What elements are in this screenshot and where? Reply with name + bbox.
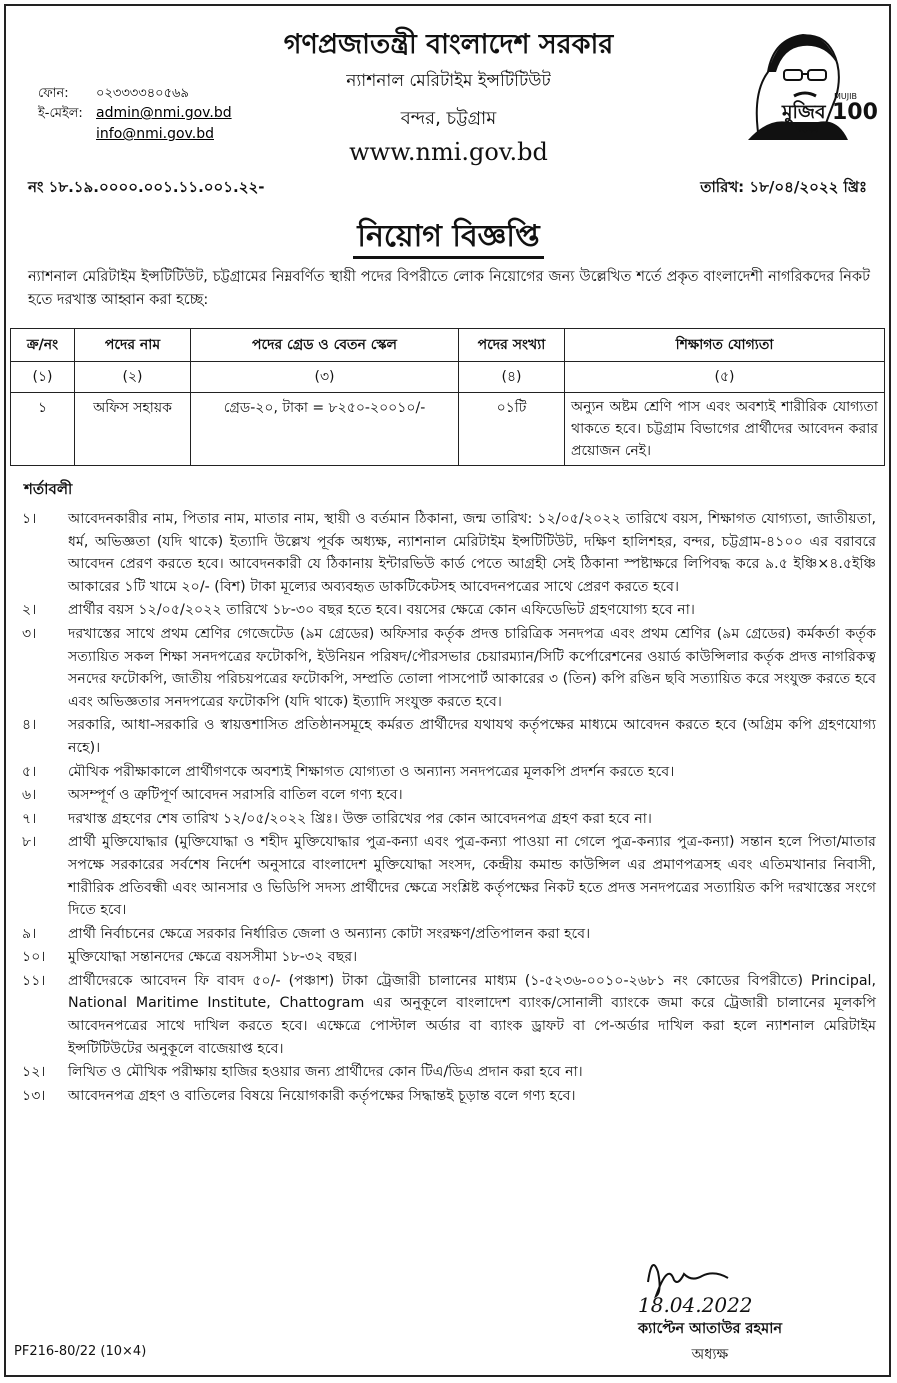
term-text: দরখাস্তের সাথে প্রথম শ্রেণির গেজেটেড (৯ম গ্রেডের) অফিসার কর্তৃক প্রদত্ত চারিত্রিক সনদপত্র এবং প্রথম শ্রেণির (৯ম গ্রেডের) কর্মকর্তা কর্তৃক সত্যায়িত সকল শিক্ষা সনদপত্রের ফটোকপি, ইউনিয়ন পরিষদ/পৌরসভার চেয়ারম্যান/সিটি কর্পোরেশনের ওয়ার্ড কাউন্সিলার কর্তৃক প্রদত্ত নাগরিকত্ব সনদের ফটোকপি, জাতীয় পরিচয়পত্রের ফটোকপি, সম্প্রতি তোলা পাসপোর্ট আকারের ৩ (তিন) কপি রঙিন ছবি সত্যায়িত করে সংযুক্ত করতে হবে এবং অভিজ্ঞতার সনদপত্রের ফটোকপি (যদি থাকে) ইত্যাদি সংযুক্ত করতে হবে। (68, 625, 876, 710)
term-text: দরখাস্ত গ্রহণের শেষ তারিখ ১২/০৫/২০২২ খ্রিঃ। উক্ত তারিখের পর কোন আবেদনপত্র গ্রহণ করা হবে না। (68, 810, 652, 827)
notice-title-text: নিয়োগ বিজ্ঞপ্তি (353, 219, 543, 259)
table-cell: (২) (75, 362, 191, 393)
terms-list (16, 508, 876, 1108)
logo-number: 100 (832, 100, 878, 125)
term-text: মুক্তিযোদ্ধা সন্তানদের ক্ষেত্রে বয়সসীমা ১৮-৩২ বছর। (68, 949, 358, 966)
term-number: ৯। (22, 925, 37, 942)
table-header-row (11, 329, 885, 362)
list-item (16, 1061, 876, 1084)
table-cell: (৫) (565, 362, 885, 393)
term-number: ১০। (22, 949, 46, 966)
term-text: আবেদনপত্র গ্রহণ ও বাতিলের বিষয়ে নিয়োগকারী কর্তৃপক্ষের সিদ্ধান্তই চূড়ান্ত বলে গণ্য হবে। (68, 1087, 576, 1104)
table-cell: অন্যুন অষ্টম শ্রেণি পাস এবং অবশ্যই শারীরিক যোগ্যতা থাকতে হবে। চট্টগ্রাম বিভাগের প্রার্থীদের আবেদন করার প্রয়োজন নেই। (565, 393, 885, 466)
phone-line (38, 84, 189, 105)
institute-location: বন্দর, চট্টগ্রাম (400, 108, 497, 129)
term-text: প্রার্থী নির্বাচনের ক্ষেত্রে সরকার নির্ধারিত জেলা ও অন্যান্য কোটা সংরক্ষণ/প্রতিপালন করা হবে। (68, 925, 591, 942)
term-number: ১৩। (22, 1087, 46, 1104)
list-item (16, 831, 876, 921)
term-text: মৌখিক পরীক্ষাকালে প্রার্থীগণকে অবশ্যই শিক্ষাগত যোগ্যতা ও অন্যান্য সনদপত্রের মূলকপি প্রদর্শন করতে হবে। (68, 763, 675, 780)
term-number: ২। (22, 602, 37, 619)
website-link[interactable]: www.nmi.gov.bd (349, 138, 548, 166)
list-item (16, 784, 876, 807)
list-item (16, 946, 876, 969)
memo-number: নং ১৮.১৯.০০০০.০০১.১১.০০১.২২- (28, 178, 265, 196)
term-number: ৪। (22, 717, 37, 734)
term-number: ৭। (22, 810, 37, 827)
list-item (16, 714, 876, 759)
term-text: প্রার্থীর বয়স ১২/০৫/২০২২ তারিখে ১৮-৩০ বছর হতে হবে। বয়সের ক্ষেত্রে কোন এফিডেভিট গ্রহণযোগ্য হবে না। (68, 602, 695, 619)
list-item (16, 623, 876, 713)
issue-date: তারিখ: ১৮/০৪/২০২২ খ্রিঃ (700, 178, 867, 196)
term-number: ১১। (22, 972, 46, 989)
term-text: লিখিত ও মৌখিক পরীক্ষায় হাজির হওয়ার জন্য প্রার্থীদের কোন টিএ/ডিএ প্রদান করা হবে না। (68, 1064, 583, 1081)
list-item (16, 599, 876, 622)
email-label: ই-মেইল: (38, 106, 83, 121)
logo-text-latin: MUJIB (834, 92, 857, 101)
logo-text-shatabarsha: শতবর্ষ (796, 125, 819, 135)
term-text: সরকারি, আধা-সরকারি ও স্বায়ত্তশাসিত প্রতিষ্ঠানসমূহে কর্মরত প্রার্থীদের যথাযথ কর্তৃপক্ষের মাধ্যমে আবেদন করতে হবে (অগ্রিম কপি গ্রহণযোগ্য নহে)। (68, 717, 876, 756)
col-header-qualification: শিক্ষাগত যোগ্যতা (565, 329, 885, 362)
table-cell: ১ (11, 393, 75, 466)
term-number: ৩। (22, 625, 37, 642)
table-cell: অফিস সহায়ক (75, 393, 191, 466)
email-admin-link[interactable]: admin@nmi.gov.bd (96, 105, 232, 121)
term-text: প্রার্থী মুক্তিযোদ্ধার (মুক্তিযোদ্ধা ও শহীদ মুক্তিযোদ্ধার পুত্র-কন্যা এবং পুত্র-কন্যা পাওয়া না গেলে পুত্র-কন্যার পুত্র-কন্যা) সন্তান হলে পিতা/মাতার সপক্ষে সরকারের সর্বশেষ নির্দেশ অনুসারে বাংলাদেশ মুক্তিযোদ্ধা সংসদ, কেন্দ্রীয় কমান্ড কাউন্সিল এর প্রমাণপত্রসহ এবং এতিমখানার নিবাসী, শারীরিক প্রতিবন্ধী এবং আনসার ও ভিডিপি সদস্য প্রার্থীদের ক্ষেত্রে সংশ্লিষ্ট কর্তৃপক্ষের নিকট হতে প্রদত্ত সনদপত্রের সত্যায়িত কপি দরখাস্তের সংগে দিতে হবে। (68, 834, 876, 919)
table-row (11, 393, 885, 466)
table-index-row (11, 362, 885, 393)
table-cell: (৩) (191, 362, 459, 393)
list-item (16, 761, 876, 784)
signature-date: 18.04.2022 (638, 1293, 753, 1316)
posts-table (10, 328, 885, 466)
table-cell: ০১টি (459, 393, 565, 466)
list-item (16, 923, 876, 946)
intro-paragraph: ন্যাশনাল মেরিটাইম ইন্সটিটিউট, চট্টগ্রামের নিম্নবর্ণিত স্থায়ী পদের বিপরীতে লোক নিয়োগের জন্য উল্লেখিত শর্তে প্রকৃত বাংলাদেশী নাগরিকদের নিকট হতে দরখাস্ত আহ্বান করা হচ্ছে: (28, 269, 870, 308)
phone-value: ০২৩৩৩৩৪০৫৬৯ (96, 86, 189, 101)
email-info-link[interactable]: info@nmi.gov.bd (96, 126, 214, 142)
term-text: আবেদনকারীর নাম, পিতার নাম, মাতার নাম, স্থায়ী ও বর্তমান ঠিকানা, জন্ম তারিখ: ১২/০৫/২০২২ তারিখে বয়স, শিক্ষাগত যোগ্যতা, জাতীয়তা, ধর্ম, অভিজ্ঞতা (যদি থাকে) ইত্যাদি উল্লেখ পূর্বক অধ্যক্ষ, ন্যাশনাল মেরিটাইম ইন্সটিটিউট, দক্ষিণ হালিশহর, বন্দর, চট্টগ্রাম-৪১০০ এর বরাবরে আবেদন প্রেরণ করতে হবে। আবেদনকারী যে ঠিকানায় ইন্টারভিউ কার্ড পেতে আগ্রহী সেই ঠিকানা স্পষ্টাক্ষরে লিপিবদ্ধ করে ৯.৫ ইঞ্চি×৪.৫ইঞ্চি আকারের ১টি খামে ২০/- (বিশ) টাকা মূল্যের অব্যবহৃত ডাকটিকেটসহ আবেদনপত্রের সাথে প্রেরণ করতে হবে। (68, 511, 876, 595)
govt-title: গণপ্রজাতন্ত্রী বাংলাদেশ সরকার (283, 29, 614, 60)
list-item (16, 508, 876, 598)
term-number: ৬। (22, 787, 37, 804)
term-number: ৮। (22, 834, 37, 851)
table-cell: (১) (11, 362, 75, 393)
list-item (16, 808, 876, 831)
term-text: প্রার্থীদেরকে আবেদন ফি বাবদ ৫০/- (পঞ্চাশ) টাকা ট্রেজারী চালানের মাধ্যম (১-৫২৩৬-০০১০-২৬৮১ নং কোডের বিপরীতে) Principal, National Maritime Institute, Chattogram এর অনুকূলে বাংলাদেশ ব্যাংক/সোনালী ব্যাংকে জমা করে ট্রেজারী চালানের মূলকপি আবেদনপত্রের সাথে দাখিল করতে হবে। এক্ষেত্রে পোস্টাল অর্ডার বা ব্যাংক ড্রাফট বা পে-অর্ডার দাখিল করা হলে ন্যাশনাল মেরিটাইম ইন্সটিটিউটের অনুকূলে বাজেয়াপ্ত হবে। (68, 972, 876, 1057)
email-line (38, 104, 232, 125)
col-header-grade: পদের গ্রেড ও বেতন স্কেল (191, 329, 459, 362)
col-header-post: পদের নাম (75, 329, 191, 362)
institute-name: ন্যাশনাল মেরিটাইম ইন্সটিটিউট (346, 71, 551, 91)
terms-heading: শর্তাবলী (24, 480, 73, 498)
signatory-role: অধ্যক্ষ (691, 1347, 729, 1363)
term-number: ১২। (22, 1064, 46, 1081)
notice-heading (0, 212, 897, 263)
list-item (16, 970, 876, 1060)
logo-text-mujib: মুজিব (782, 101, 826, 123)
table-cell: গ্রেড-২০, টাকা = ৮২৫০-২০০১০/- (191, 393, 459, 466)
email-line-2 (96, 126, 214, 142)
list-item (16, 1085, 876, 1108)
term-text: অসম্পূর্ণ ও ত্রুটিপূর্ণ আবেদন সরাসরি বাতিল বলে গণ্য হবে। (68, 787, 403, 804)
phone-label: ফোন: (38, 86, 69, 101)
col-header-serial: ক্র/নং (11, 329, 75, 362)
signatory-name: ক্যাপ্টেন আতাউর রহমান (637, 1321, 783, 1337)
mujib-100-logo (728, 22, 878, 140)
term-number: ৫। (22, 763, 37, 780)
term-number: ১। (22, 511, 37, 527)
signature-icon (618, 1252, 788, 1316)
signature (618, 1252, 788, 1316)
col-header-count: পদের সংখ্যা (459, 329, 565, 362)
publication-code: PF216-80/22 (10×4) (14, 1344, 147, 1359)
table-cell: (৪) (459, 362, 565, 393)
